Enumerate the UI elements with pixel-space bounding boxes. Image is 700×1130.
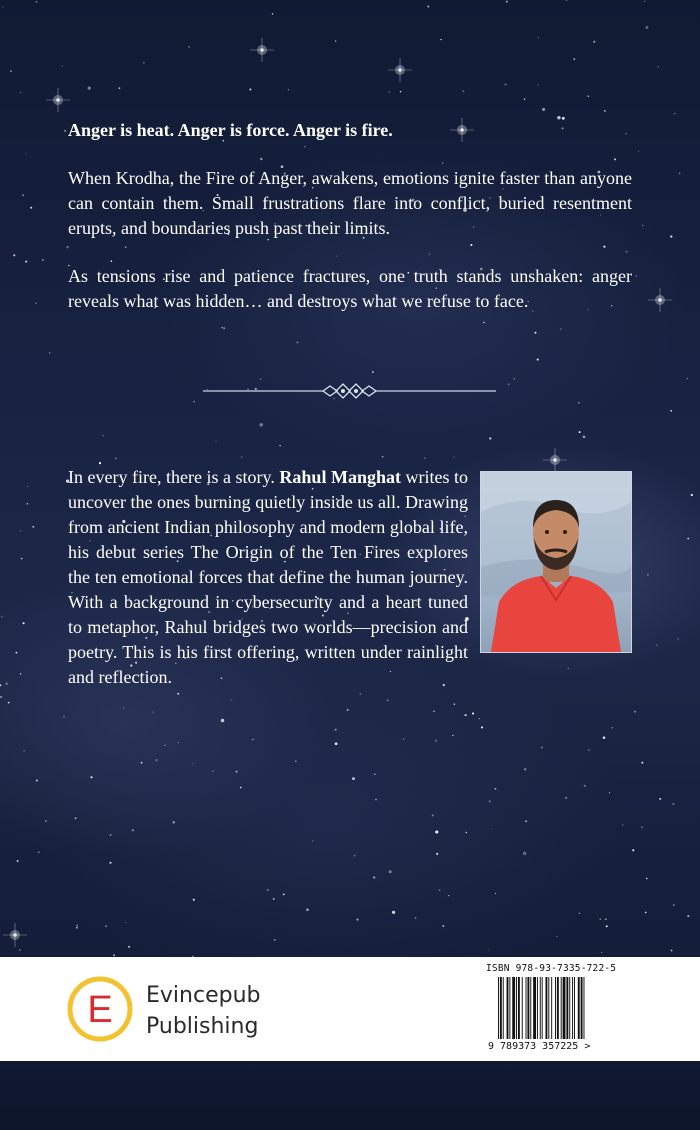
barcode-bars — [498, 977, 618, 1039]
bio-text: writes to uncover the ones burning quietly inside us all. Drawing from ancient Indian philosophy and modern global life, his debut series The Origin of the Ten Fires explores the ten emotional forces that define the human journey. With a background in cybersecurity and a heart tuned to metaphor, Rahul bridges two worlds—precision and poetry. This is his first offering, written under rainlight and reflection. — [68, 467, 469, 687]
publisher-subtitle: Publishing — [146, 1014, 259, 1039]
author-bio — [68, 465, 632, 690]
headline: Anger is heat. Anger is force. Anger is fire. — [68, 120, 393, 140]
publisher-name: Evincepub — [146, 983, 261, 1008]
author-photo — [480, 471, 632, 653]
author-name: Rahul Manghat — [279, 467, 401, 487]
blurb-paragraph-2: As tensions rise and patience fractures, one truth stands unshaken: anger reveals what was hidden… and destroys what we refuse to face. — [68, 266, 632, 311]
isbn-barcode — [476, 961, 616, 1057]
publisher-footer — [0, 957, 700, 1061]
bottom-starfield-strip — [0, 1061, 700, 1130]
logo-letter: E — [87, 989, 113, 1031]
evincepub-logo-icon — [66, 975, 134, 1043]
isbn-label: ISBN 978-93-7335-722-5 — [486, 963, 617, 974]
blurb-paragraph-1: When Krodha, the Fire of Anger, awakens, emotions ignite faster than anyone can contain them. Small frustrations flare into conflict, buried resentment erupts, and boundaries push past their limits. — [68, 168, 632, 238]
bio-intro: In every fire, there is a story. — [68, 467, 275, 487]
barcode-number: 9 789373 357225 > — [488, 1041, 591, 1052]
ornamental-divider — [203, 381, 496, 401]
